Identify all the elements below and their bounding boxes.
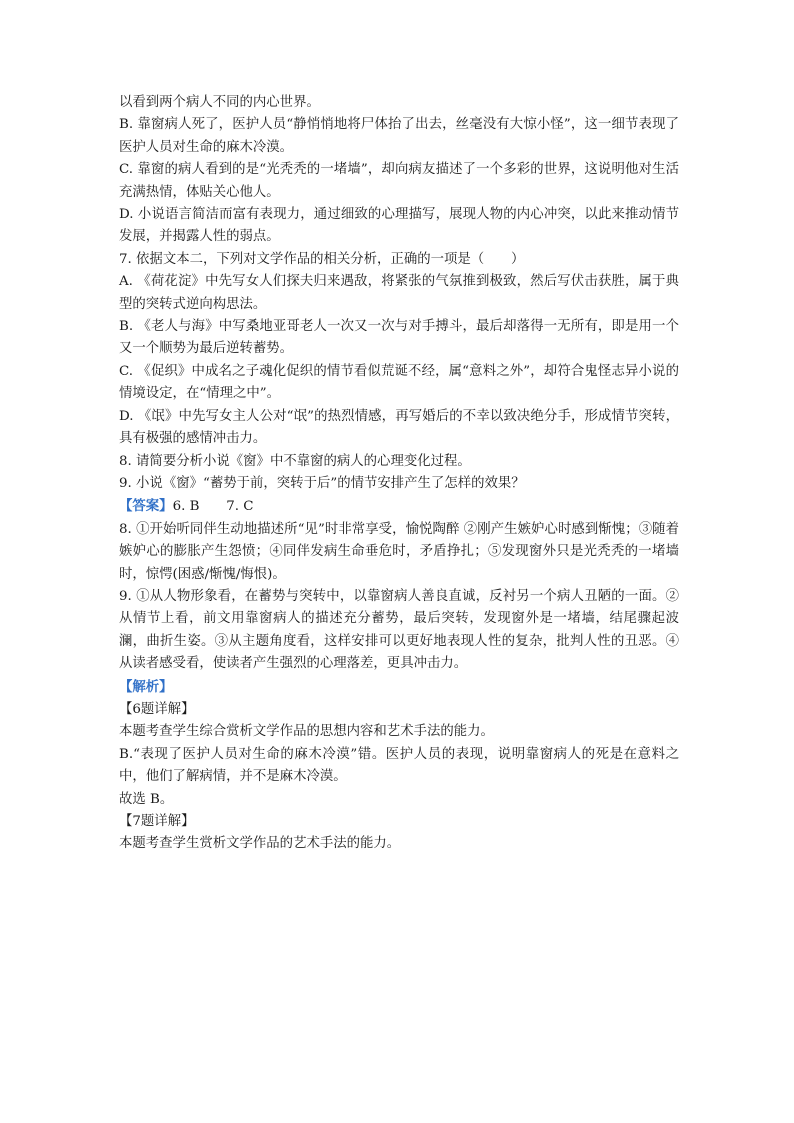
analysis-6-heading: 【6题详解】 xyxy=(119,701,195,717)
question-7-option-d: D. 《氓》中先写女主人公对“氓”的热烈情感，再写婚后的不幸以致决绝分手，形成情节突转，具有极强的感情冲击力。 xyxy=(119,408,679,447)
answer-8: 8. ①开始听同伴生动地描述所“见”时非常享受，愉悦陶醉 ②刚产生嫉妒心时感到惭愧；③随着嫉妒心的膨胀产生怨愤；④同伴发病生命垂危时，矛盾挣扎；⑤发现窗外只是光秃秃的一堵墙时，惊愕(困惑/惭愧/悔恨)。 xyxy=(119,521,679,582)
answer-9: 9. ①从人物形象看，在蓄势与突转中，以靠窗病人善良直诚，反衬另一个病人丑陋的一面。②从情节上看，前文用靠窗病人的描述充分蓄势，最后突转，发现窗外是一堵墙，结尾骤起波澜，曲折生姿。③从主题角度看，这样安排可以更好地表现人性的复杂，批判人性的丑恶。④从读者感受看，使读者产生强烈的心理落差，更具冲击力。 xyxy=(119,588,679,672)
analysis-6-choice: 故选 B。 xyxy=(119,791,174,807)
analysis-7-heading: 【7题详解】 xyxy=(119,814,195,829)
question-7-option-c: C. 《促织》中成名之子魂化促织的情节看似荒诞不经，属“意料之外”，却符合鬼怪志异小说的情境设定，在“情理之中”。 xyxy=(119,363,679,402)
question-8: 8. 请简要分析小说《窗》中不靠窗的病人的心理变化过程。 xyxy=(119,453,471,469)
question-7-option-b: B. 《老人与海》中写桑地亚哥老人一次又一次与对手搏斗，最后却落得一无所有，即是用一个又一个顺势为最后逆转蓄势。 xyxy=(119,319,679,357)
analysis-6-intro: 本题考查学生综合赏析文学作品的思想内容和艺术手法的能力。 xyxy=(119,724,494,740)
analysis-6-detail: B.“表现了医护人员对生命的麻木冷漠”错。医护人员的表现，说明靠窗病人的死是在意料之中，他们了解病情，并不是麻木冷漠。 xyxy=(119,746,679,785)
analysis-line xyxy=(119,676,679,699)
analysis-tag: 【解析】 xyxy=(119,678,173,695)
question-7: 7. 依据文本二，下列对文学作品的相关分析，正确的一项是（ ） xyxy=(119,251,525,267)
question-9: 9. 小说《窗》“蓄势于前，突转于后”的情节安排产生了怎样的效果？ xyxy=(119,475,525,491)
option-d-statement: D. 小说语言简洁而富有表现力，通过细致的心理描写，展现人物的内心冲突，以此来推动情节发展，并揭露人性的弱点。 xyxy=(119,207,679,245)
answer-tag: 【答案】 xyxy=(119,498,173,515)
analysis-7-intro: 本题考查学生赏析文学作品的艺术手法的能力。 xyxy=(119,836,401,852)
answer-text: 6. B 7. C xyxy=(172,499,254,515)
question-7-option-a: A. 《荷花淀》中先写女人们探夫归来遇敌，将紧张的气氛推到极致，然后写伏击获胜，属于典型的突转式逆向构思法。 xyxy=(119,274,679,312)
answer-line xyxy=(119,495,679,518)
text-line: 以看到两个病人不同的内心世界。 xyxy=(119,95,320,110)
document-page xyxy=(119,92,679,856)
option-b-statement: B. 靠窗病人死了，医护人员“静悄悄地将尸体抬了出去，丝毫没有大惊小怪”，这一细节表现了医护人员对生命的麻木冷漠。 xyxy=(119,117,679,155)
option-c-statement: C. 靠窗的病人看到的是“光秃秃的一堵墙”，却向病友描述了一个多彩的世界，这说明他对生活充满热情，体贴关心他人。 xyxy=(119,162,679,200)
